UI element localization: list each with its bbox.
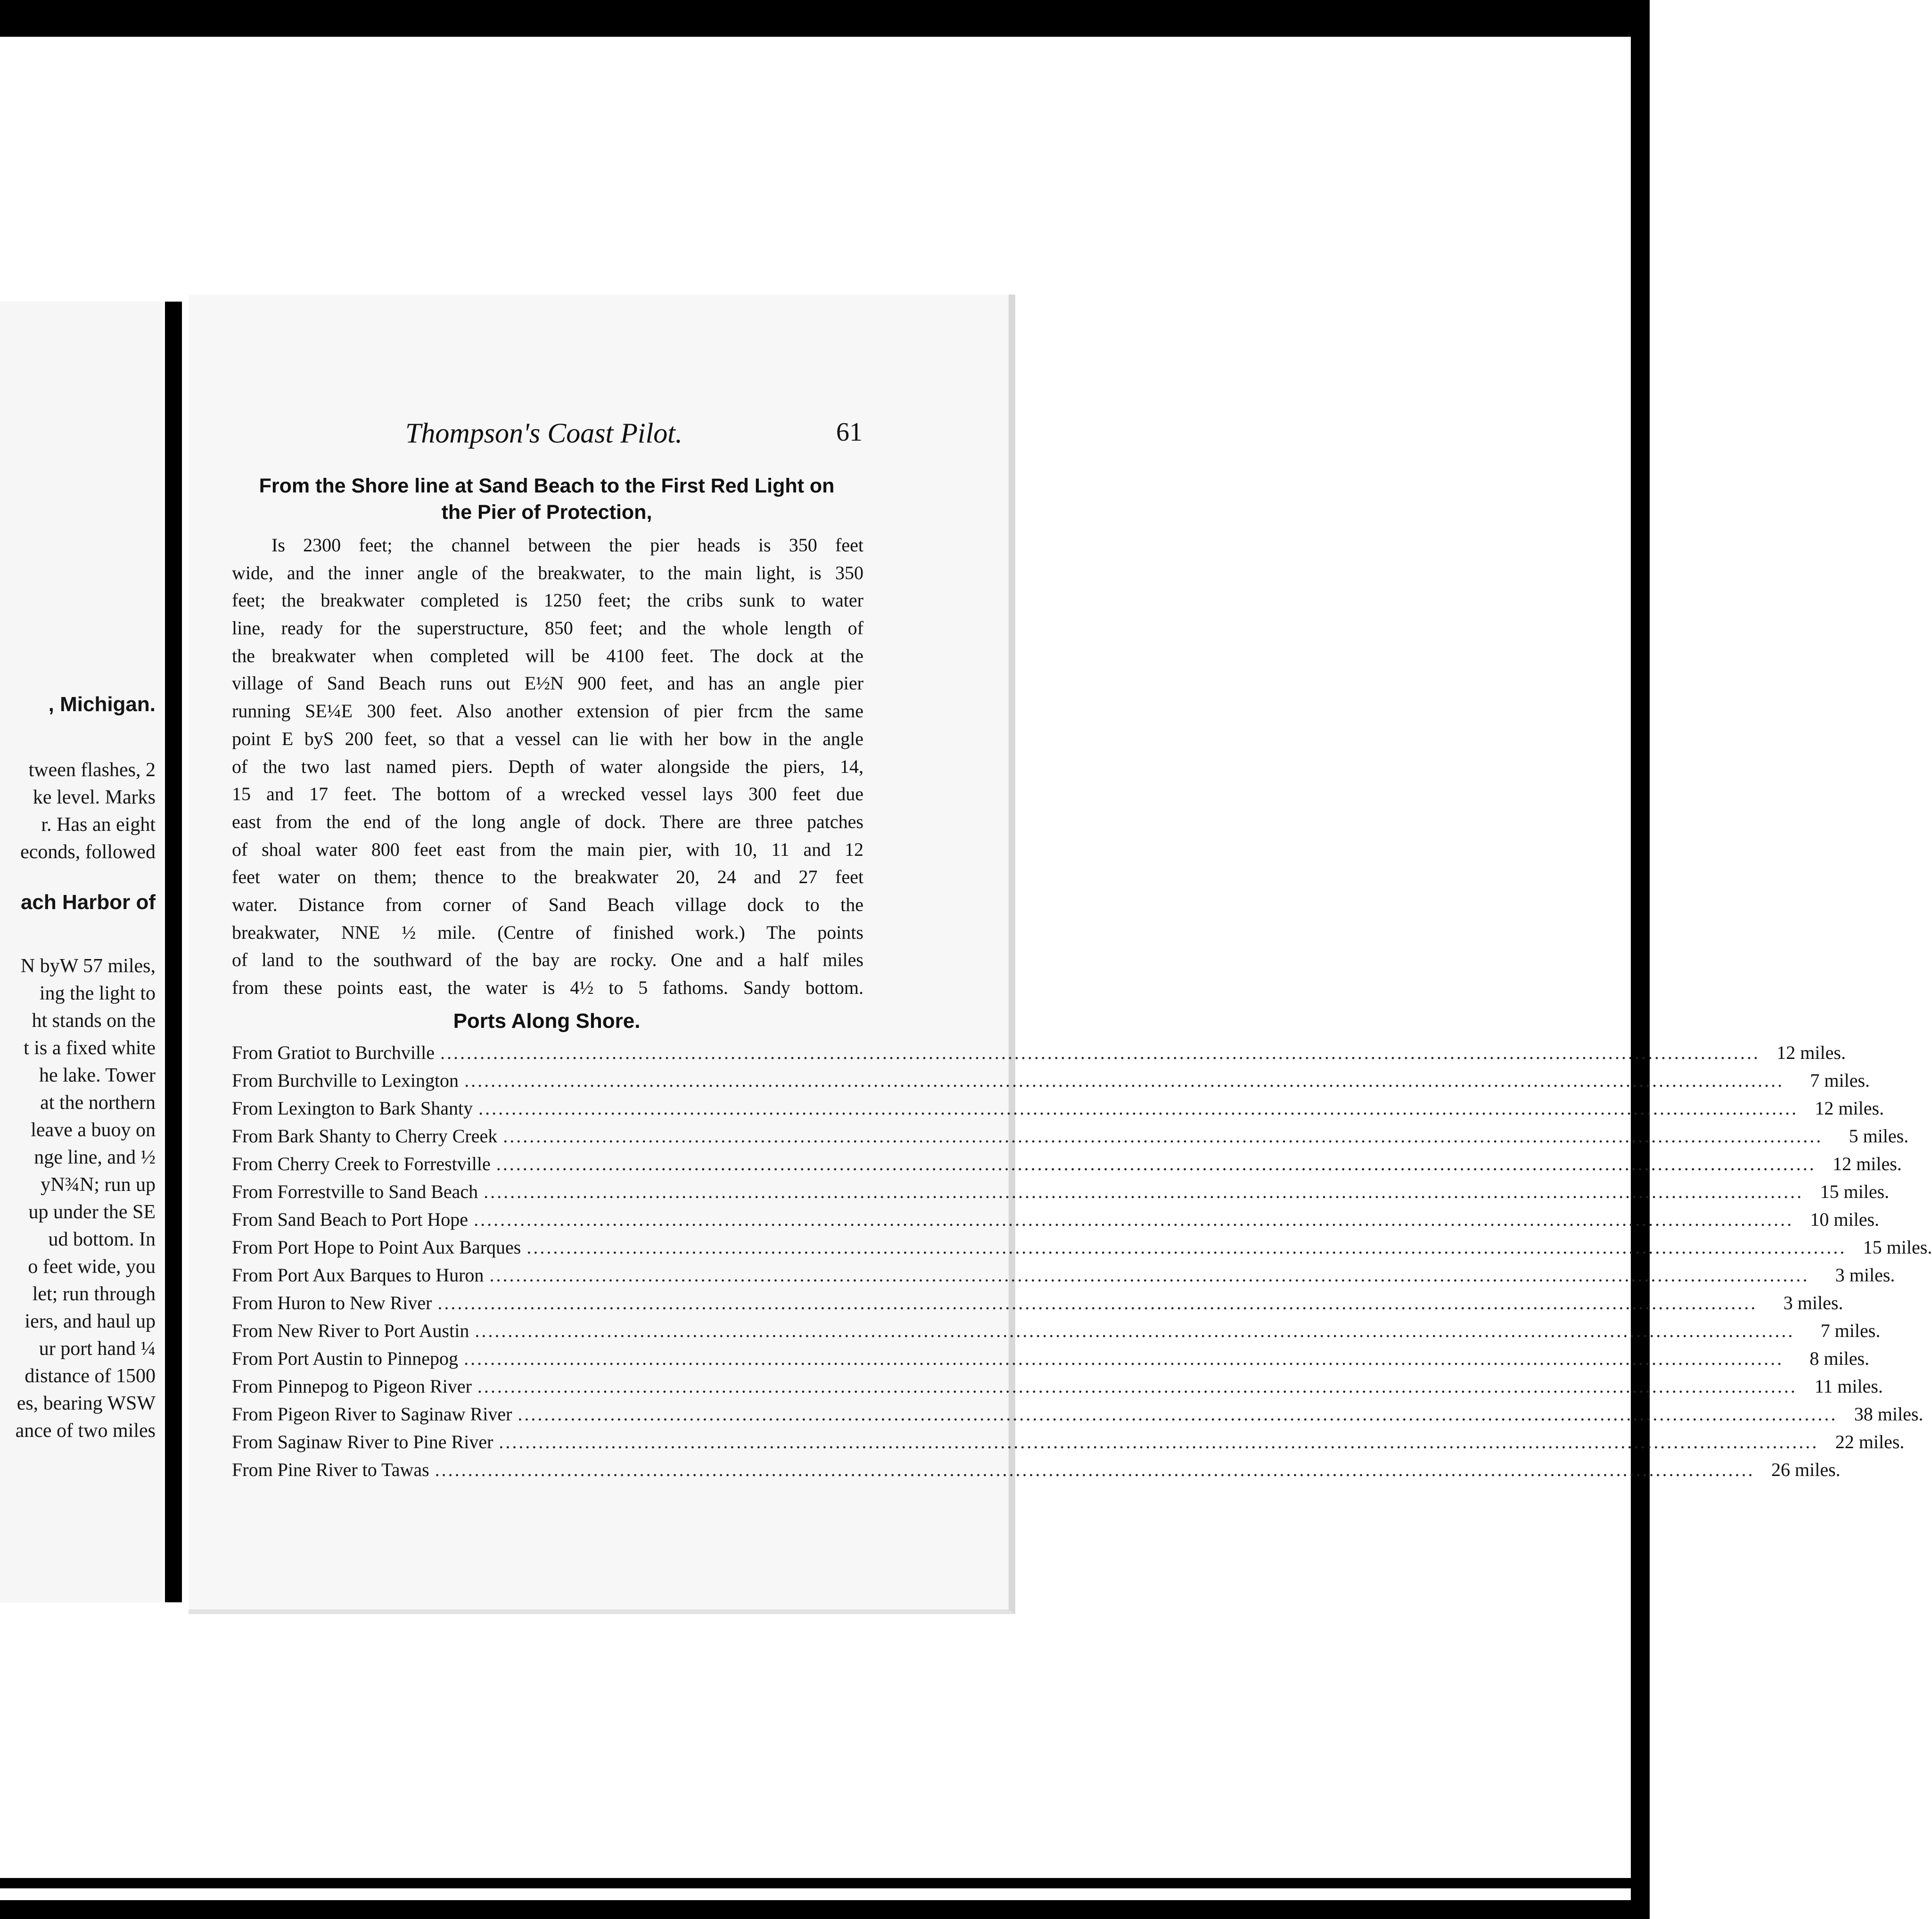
- port-distance: 38 miles.: [1854, 1403, 1924, 1425]
- left-page-line: o feet wide, you: [28, 1256, 156, 1278]
- port-row: [232, 1236, 1932, 1264]
- paragraph-line: breakwater, NNE ½ mile. (Centre of finished work.) The points: [232, 921, 863, 943]
- port-row: [232, 1292, 1843, 1320]
- paragraph-line: Is 2300 feet; the channel between the pier heads is 350 feet: [271, 534, 863, 556]
- dot-leader: ........................................................................................................................................................................................................: [437, 1292, 1758, 1313]
- port-route: From Port Hope to Point Aux Barques: [232, 1237, 521, 1258]
- scan-border-top: [0, 0, 1650, 37]
- left-page-line: yN¾N; run up: [41, 1174, 156, 1196]
- left-page-line: es, bearing WSW: [16, 1393, 156, 1414]
- left-page-line: nge line, and ½: [34, 1147, 156, 1168]
- port-route: From Forrestville to Sand Beach: [232, 1181, 478, 1202]
- port-route: From Gratiot to Burchville: [232, 1042, 435, 1063]
- dot-leader: ........................................................................................................................................................................................................: [503, 1125, 1823, 1147]
- dot-leader: ........................................................................................................................................................................................................: [526, 1237, 1847, 1258]
- port-route: From Port Aux Barques to Huron: [232, 1264, 484, 1286]
- left-page-line: iers, and haul up: [25, 1311, 156, 1332]
- dot-leader: ........................................................................................................................................................................................................: [499, 1431, 1819, 1452]
- dot-leader: ........................................................................................................................................................................................................: [435, 1459, 1755, 1480]
- port-route: From Pinnepog to Pigeon River: [232, 1376, 472, 1397]
- scan-border-right: [1631, 0, 1650, 1919]
- port-route: From Lexington to Bark Shanty: [232, 1098, 473, 1119]
- dot-leader: ........................................................................................................................................................................................................: [475, 1320, 1795, 1341]
- port-distance: 26 miles.: [1771, 1459, 1841, 1480]
- page-number: 61: [836, 418, 863, 447]
- left-page-line: ach Harbor of: [20, 891, 156, 914]
- paragraph-line: of land to the southward of the bay are rocky. One and a half miles: [232, 949, 863, 971]
- paragraph-line: of the two last named piers. Depth of water alongside the piers, 14,: [232, 755, 863, 777]
- left-page-line: N byW 57 miles,: [20, 955, 156, 977]
- port-distance: 8 miles.: [1809, 1348, 1870, 1369]
- left-page-line: econds, followed: [20, 841, 156, 863]
- paragraph-line: from these points east, the water is 4½ to 5 fathoms. Sandy bottom.: [232, 977, 863, 998]
- port-distance: 15 miles.: [1820, 1181, 1890, 1202]
- port-distance: 12 miles.: [1815, 1098, 1884, 1119]
- paragraph-line: 15 and 17 feet. The bottom of a wrecked vessel lays 300 feet due: [232, 783, 863, 805]
- port-route: From Pigeon River to Saginaw River: [232, 1403, 512, 1425]
- ports-table: [232, 1042, 1932, 1486]
- dot-leader: ........................................................................................................................................................................................................: [518, 1403, 1838, 1425]
- dot-leader: ........................................................................................................................................................................................................: [484, 1181, 1804, 1202]
- port-distance: 7 miles.: [1810, 1070, 1870, 1091]
- port-distance: 15 miles.: [1863, 1237, 1932, 1258]
- left-page-line: ur port hand ¼: [39, 1338, 156, 1360]
- paragraph-line: feet; the breakwater completed is 1250 feet; the cribs sunk to water: [232, 590, 863, 611]
- port-distance: 12 miles.: [1776, 1042, 1846, 1063]
- port-route: From New River to Port Austin: [232, 1320, 469, 1341]
- port-distance: 10 miles.: [1810, 1209, 1880, 1230]
- dot-leader: ........................................................................................................................................................................................................: [489, 1264, 1809, 1286]
- section-paragraph: [232, 532, 863, 1002]
- paragraph-line: of shoal water 800 feet east from the main pier, with 10, 11 and 12: [232, 838, 863, 860]
- port-row: [232, 1097, 1884, 1125]
- dot-leader: ........................................................................................................................................................................................................: [474, 1209, 1794, 1230]
- port-row: [232, 1320, 1881, 1347]
- paragraph-line: east from the end of the long angle of dock. There are three patches: [232, 811, 863, 832]
- left-page-line: , Michigan.: [48, 693, 156, 716]
- dot-leader: ........................................................................................................................................................................................................: [464, 1070, 1784, 1091]
- port-route: From Burchville to Lexington: [232, 1070, 459, 1091]
- left-page-line: ud bottom. In: [48, 1229, 156, 1250]
- left-page-line: ht stands on the: [32, 1010, 156, 1032]
- left-page-line: let; run through: [32, 1283, 156, 1305]
- left-page-line: he lake. Tower: [39, 1065, 156, 1086]
- port-row: [232, 1125, 1909, 1153]
- paragraph-line: running SE¼E 300 feet. Also another extension of pier frcm the same: [232, 700, 863, 722]
- paragraph-line: feet water on them; thence to the breakwater 20, 24 and 27 feet: [232, 866, 863, 888]
- dot-leader: ........................................................................................................................................................................................................: [477, 1376, 1797, 1397]
- ports-heading: Ports Along Shore.: [453, 1009, 641, 1033]
- dot-leader: ........................................................................................................................................................................................................: [464, 1348, 1784, 1369]
- port-row: [232, 1042, 1846, 1069]
- section-heading-line-1: From the Shore line at Sand Beach to the First Red Light on: [259, 475, 835, 497]
- port-distance: 3 miles.: [1835, 1264, 1895, 1286]
- port-distance: 5 miles.: [1849, 1125, 1909, 1147]
- paragraph-line: wide, and the inner angle of the breakwater, to the main light, is 350: [232, 562, 863, 583]
- port-distance: 7 miles.: [1820, 1320, 1881, 1341]
- port-row: [232, 1431, 1905, 1459]
- dot-leader: ........................................................................................................................................................................................................: [440, 1042, 1760, 1063]
- port-route: From Sand Beach to Port Hope: [232, 1209, 469, 1230]
- port-row: [232, 1069, 1870, 1097]
- port-route: From Pine River to Tawas: [232, 1459, 429, 1480]
- port-row: [232, 1403, 1924, 1431]
- paragraph-line: line, ready for the superstructure, 850 feet; and the whole length of: [232, 617, 863, 639]
- port-row: [232, 1153, 1902, 1181]
- port-row: [232, 1208, 1880, 1236]
- port-route: From Saginaw River to Pine River: [232, 1431, 493, 1452]
- left-page-line: distance of 1500: [25, 1365, 156, 1387]
- left-page-line: r. Has an eight: [41, 814, 156, 836]
- dot-leader: ........................................................................................................................................................................................................: [478, 1098, 1799, 1119]
- scan-border-bottom-edge: [0, 1878, 1631, 1888]
- port-route: From Port Austin to Pinnepog: [232, 1348, 459, 1369]
- left-page-line: tween flashes, 2: [28, 759, 156, 781]
- port-route: From Bark Shanty to Cherry Creek: [232, 1125, 498, 1147]
- port-distance: 22 miles.: [1835, 1431, 1905, 1452]
- scan-border-bottom: [0, 1900, 1650, 1919]
- left-page-line: up under the SE: [28, 1201, 156, 1223]
- paragraph-line: the breakwater when completed will be 4100 feet. The dock at the: [232, 645, 863, 666]
- running-head: [236, 417, 863, 455]
- port-row: [232, 1181, 1890, 1208]
- book-spine: [165, 302, 182, 1602]
- section-heading-line-2: the Pier of Protection,: [441, 501, 652, 524]
- port-route: From Cherry Creek to Forrestville: [232, 1153, 491, 1174]
- port-distance: 12 miles.: [1833, 1153, 1902, 1174]
- port-row: [232, 1347, 1870, 1375]
- paragraph-line: village of Sand Beach runs out E½N 900 feet, and has an angle pier: [232, 672, 863, 694]
- left-page-line: at the northern: [40, 1092, 156, 1114]
- port-row: [232, 1375, 1883, 1403]
- port-distance: 3 miles.: [1783, 1292, 1843, 1313]
- left-page-line: ke level. Marks: [33, 787, 156, 808]
- left-page-line: t is a fixed white: [24, 1037, 156, 1059]
- port-route: From Huron to New River: [232, 1292, 432, 1313]
- port-row: [232, 1264, 1895, 1292]
- paragraph-line: point E byS 200 feet, so that a vessel can lie with her bow in the angle: [232, 728, 863, 749]
- paragraph-line: water. Distance from corner of Sand Beach village dock to the: [232, 894, 863, 915]
- port-distance: 11 miles.: [1814, 1376, 1883, 1397]
- running-title: Thompson's Coast Pilot.: [405, 418, 682, 449]
- port-row: [232, 1459, 1841, 1486]
- dot-leader: ........................................................................................................................................................................................................: [496, 1153, 1816, 1174]
- left-page-line: ing the light to: [39, 983, 156, 1004]
- left-page-line: ance of two miles: [15, 1420, 156, 1442]
- left-page-line: leave a buoy on: [31, 1119, 156, 1141]
